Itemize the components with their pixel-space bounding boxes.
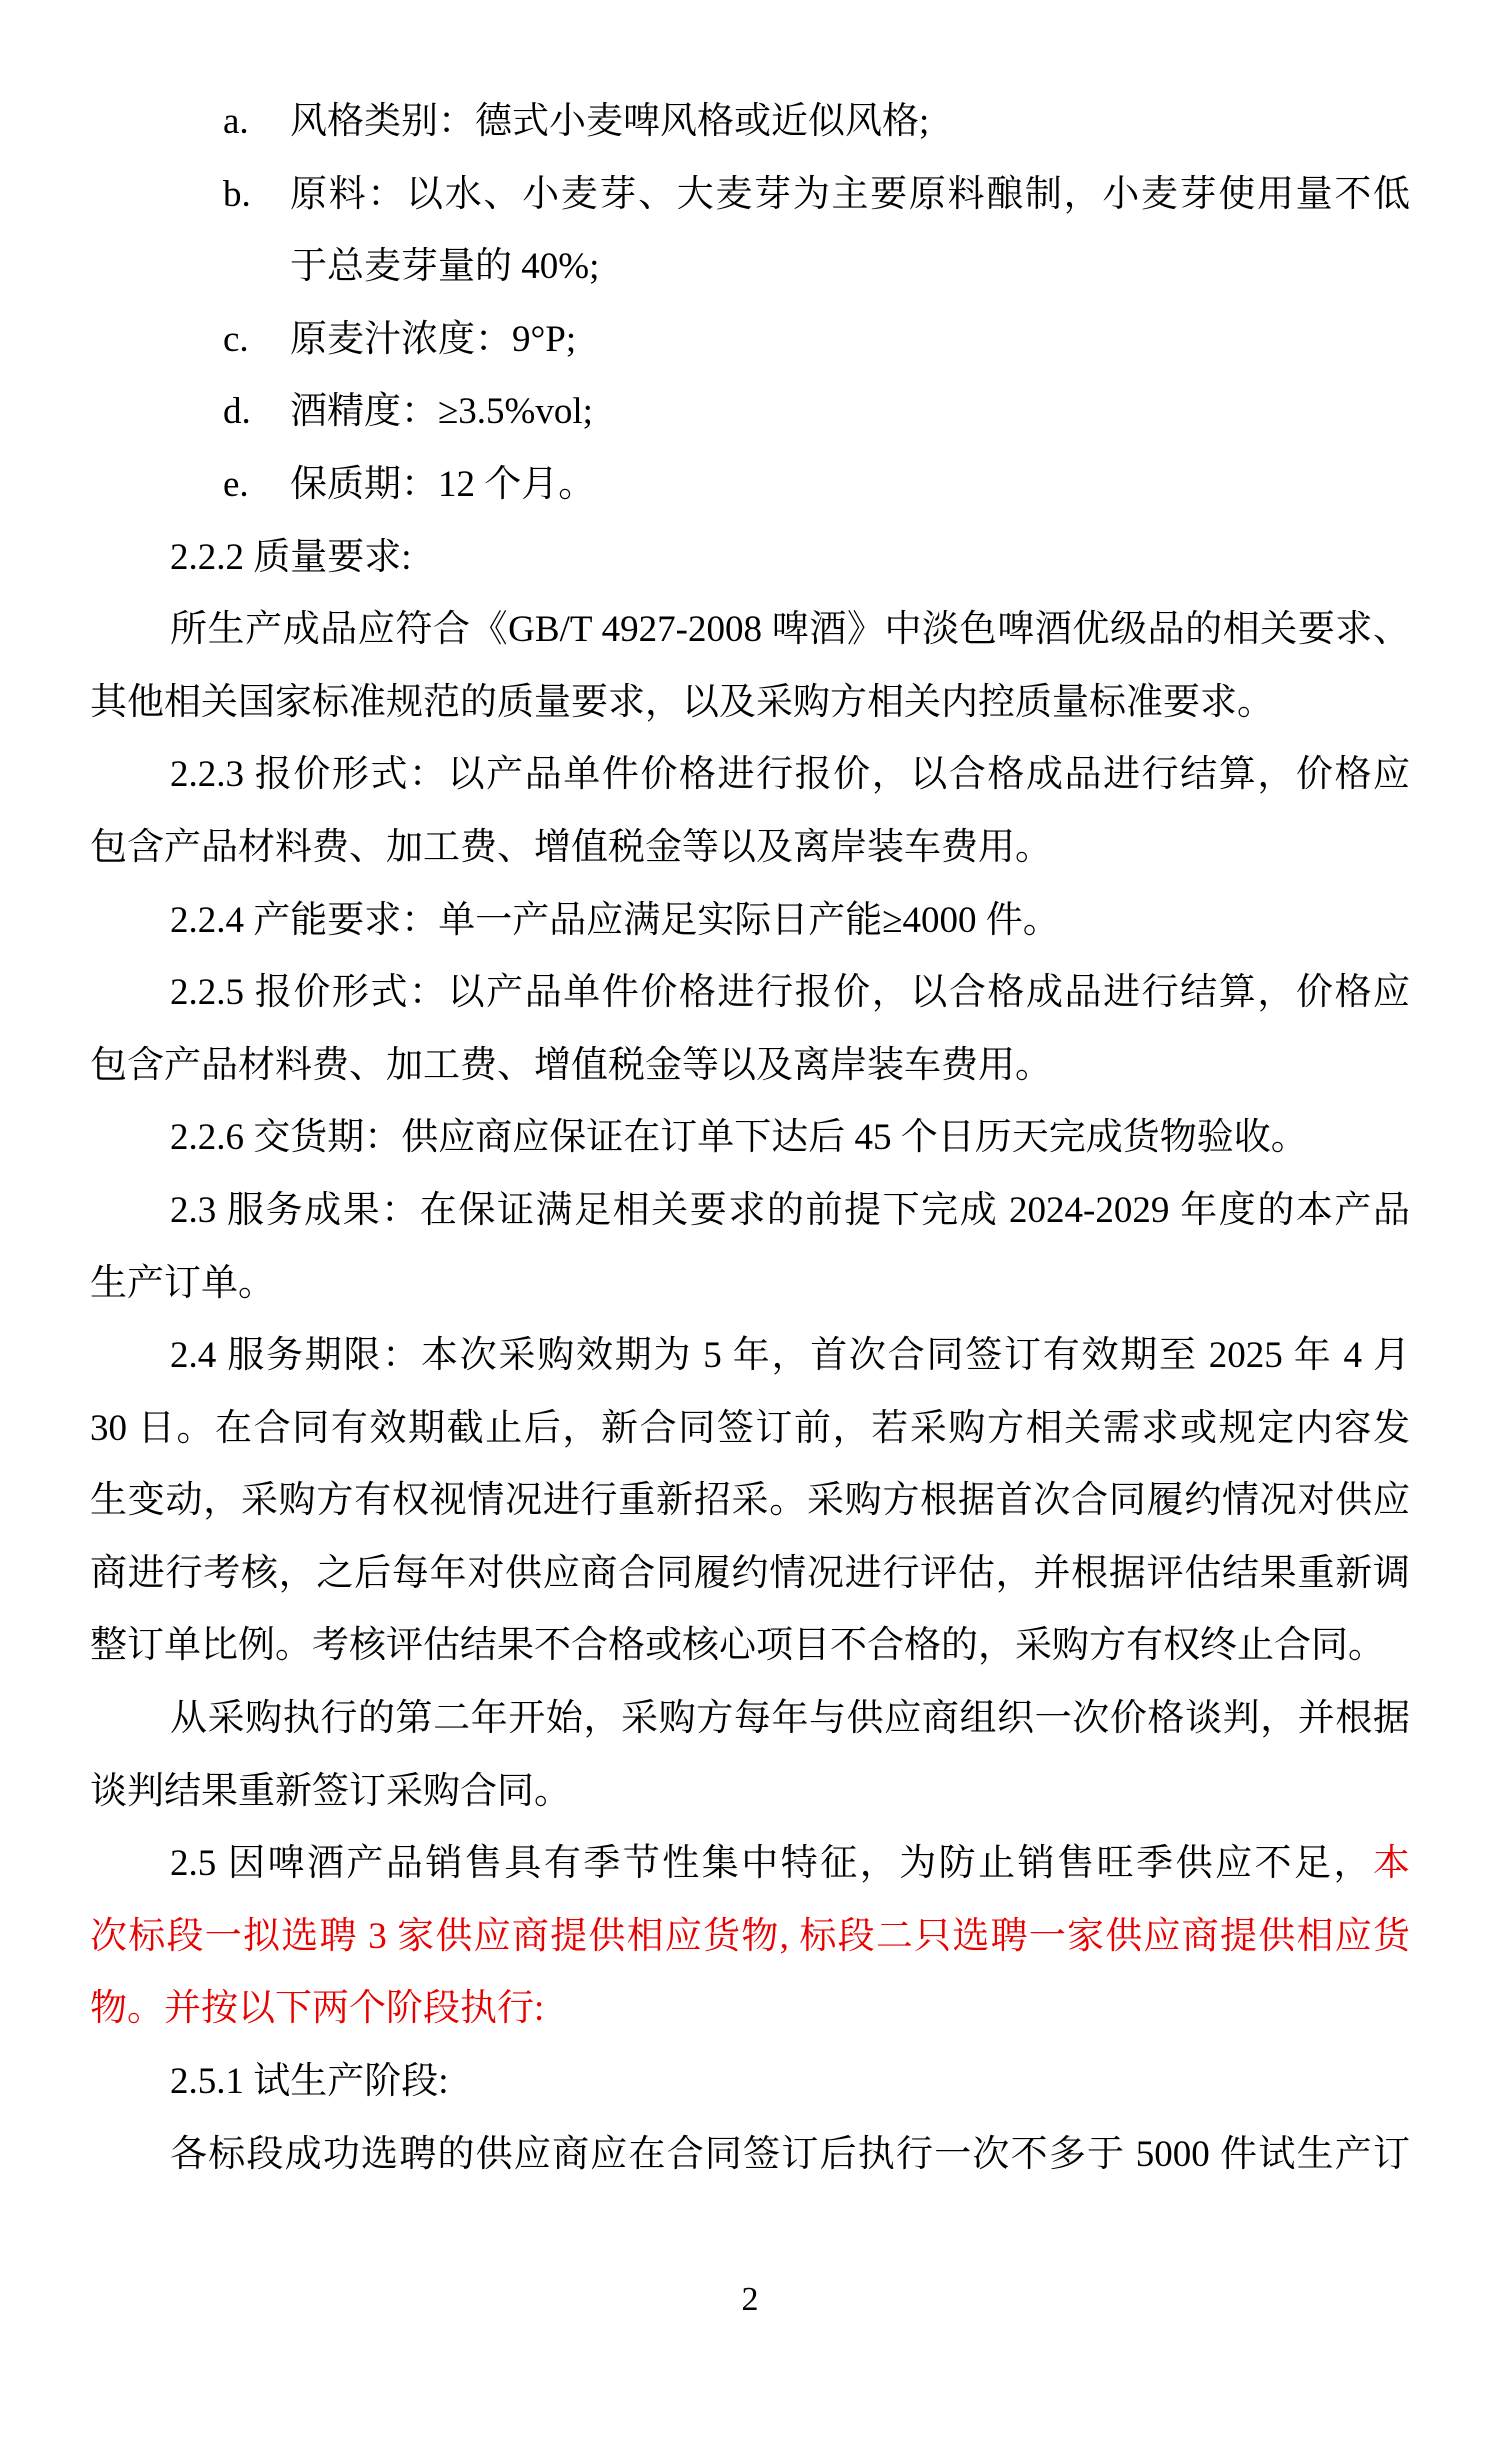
section-2-5-line-2-red-text: 次标段一拟选聘 3 家供应商提供相应货物, 标段二只选聘一家供应商提供相应货: [90, 1915, 1410, 1957]
section-2-5-line-1: [90, 1828, 1410, 1901]
section-2-2-2-heading: 2.2.2 质量要求:: [170, 536, 412, 578]
spec-item-b-text-1: 原料：以水、小麦芽、大麦芽为主要原料酿制，小麦芽使用量不低: [290, 173, 1410, 215]
spec-item-b-letter: b.: [223, 173, 251, 215]
page-content: [90, 86, 1410, 2191]
section-2-5-line-1-red-text: 本: [1373, 1843, 1410, 1885]
section-2-2-3-line-1: 2.2.3 报价形式：以产品单件价格进行报价，以合格成品进行结算，价格应: [170, 754, 1410, 796]
section-2-2-4-line-1: 2.2.4 产能要求：单一产品应满足实际日产能≥4000 件。: [170, 899, 1060, 941]
spec-item-e: [90, 449, 1410, 522]
spec-item-b-line-2: [90, 231, 1410, 304]
section-2-4-line-4: 商进行考核，之后每年对供应商合同履约情况进行评估，并根据评估结果重新调: [90, 1552, 1410, 1594]
section-2-4-line-3: 生变动，采购方有权视情况进行重新招采。采购方根据首次合同履约情况对供应: [90, 1480, 1410, 1522]
section-2-4-line-7: 谈判结果重新签订采购合同。: [90, 1770, 571, 1812]
section-2-3-line-2: 生产订单。: [90, 1262, 275, 1304]
spec-item-a-letter: a.: [223, 101, 249, 142]
spec-item-b-line-1: [90, 159, 1410, 232]
spec-item-c-text: 原麦汁浓度：9°P;: [290, 318, 577, 360]
section-2-4-line-1: 2.4 服务期限：本次采购效期为 5 年，首次合同签订有效期至 2025 年 4 月: [170, 1335, 1410, 1377]
spec-item-a: [90, 86, 1410, 159]
spec-item-e-text: 保质期：12 个月。: [290, 463, 596, 505]
section-2-5-line-3-red-text: 物。并按以下两个阶段执行:: [90, 1988, 545, 2030]
spec-item-b-text-2: 于总麦芽量的 40%;: [290, 246, 600, 288]
section-2-2-2-body-line-2: 其他相关国家标准规范的质量要求，以及采购方相关内控质量标准要求。: [90, 681, 1274, 723]
section-2-2-2-body-line-1: 所生产成品应符合《GB/T 4927-2008 啤酒》中淡色啤酒优级品的相关要求、: [170, 609, 1410, 651]
section-2-2-5-line-1: 2.2.5 报价形式：以产品单件价格进行报价，以合格成品进行结算，价格应: [170, 972, 1410, 1014]
section-2-5-line-1-black-text: 2.5 因啤酒产品销售具有季节性集中特征，为防止销售旺季供应不足，: [170, 1843, 1373, 1885]
spec-item-c-letter: c.: [223, 318, 249, 360]
page-number: 2: [741, 2281, 759, 2318]
section-2-2-3-line-2: 包含产品材料费、加工费、增值税金等以及离岸装车费用。: [90, 826, 1052, 868]
section-2-5-1-body-line-1: 各标段成功选聘的供应商应在合同签订后执行一次不多于 5000 件试生产订: [170, 2133, 1410, 2175]
section-2-3-line-1: 2.3 服务成果：在保证满足相关要求的前提下完成 2024-2029 年度的本产品: [170, 1189, 1410, 1231]
section-2-4-line-2: 30 日。在合同有效期截止后，新合同签订前，若采购方相关需求或规定内容发: [90, 1407, 1410, 1449]
spec-item-d: [90, 376, 1410, 449]
section-2-4-line-5: 整订单比例。考核评估结果不合格或核心项目不合格的，采购方有权终止合同。: [90, 1625, 1385, 1667]
section-2-2-5-line-2: 包含产品材料费、加工费、增值税金等以及离岸装车费用。: [90, 1044, 1052, 1086]
section-2-2-6-line-1: 2.2.6 交货期：供应商应保证在订单下达后 45 个日历天完成货物验收。: [170, 1117, 1308, 1159]
spec-item-e-letter: e.: [223, 463, 249, 505]
spec-item-d-text: 酒精度：≥3.5%vol;: [290, 391, 593, 433]
spec-item-d-letter: d.: [223, 391, 251, 433]
spec-item-c: [90, 304, 1410, 377]
spec-item-a-text: 风格类别：德式小麦啤风格或近似风格;: [290, 101, 930, 142]
section-2-5-1-heading: 2.5.1 试生产阶段:: [170, 2061, 449, 2103]
section-2-4-line-6: 从采购执行的第二年开始，采购方每年与供应商组织一次价格谈判，并根据: [170, 1698, 1410, 1740]
